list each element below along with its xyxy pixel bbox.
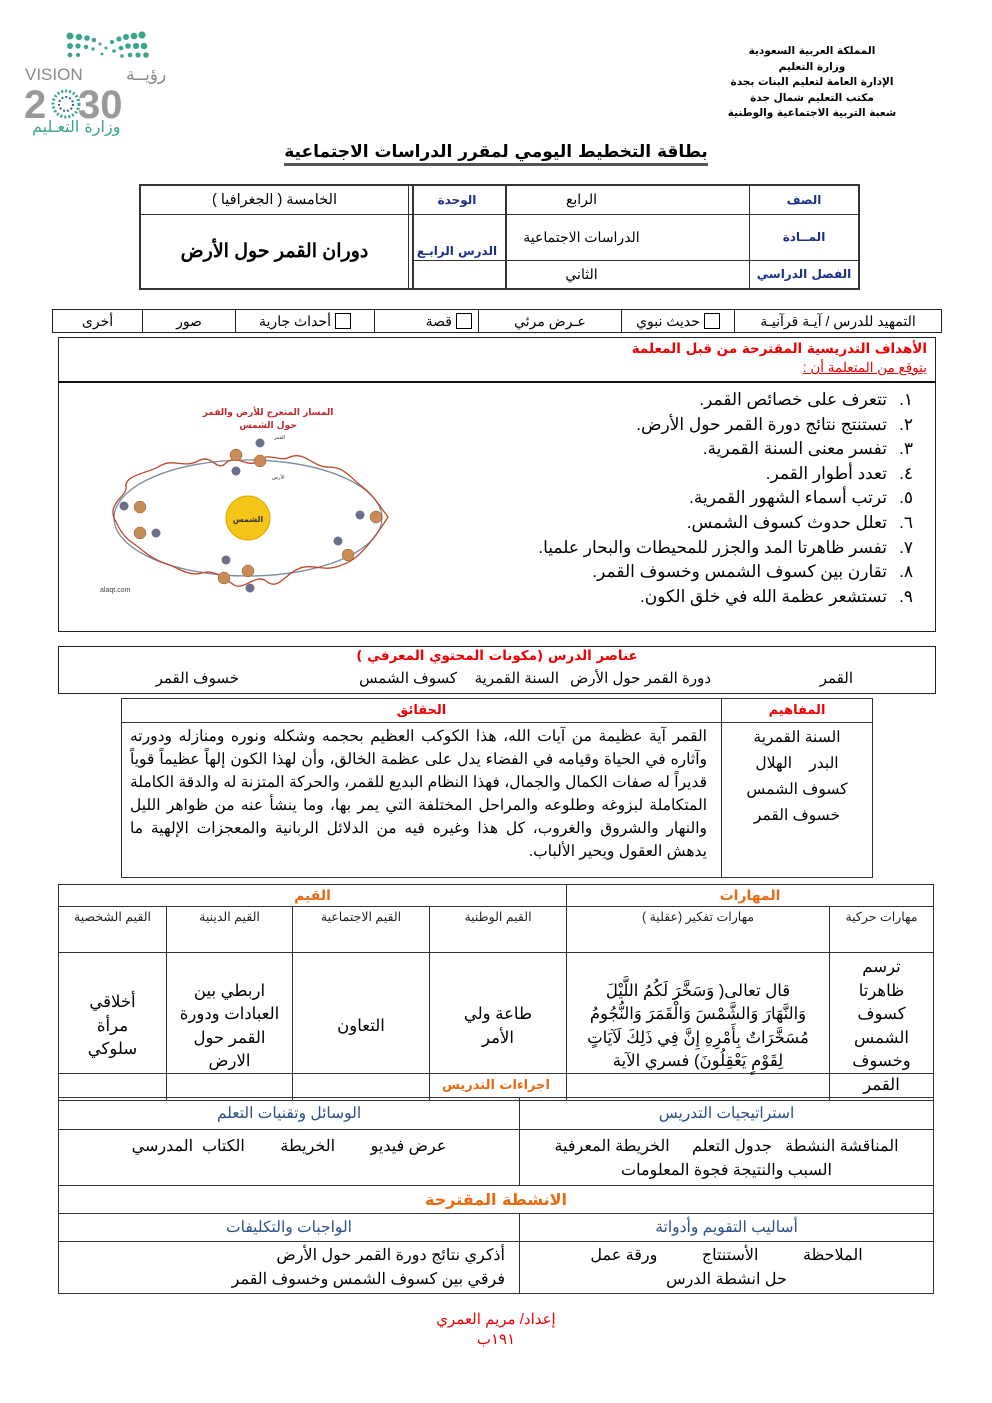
author-credit: إعداد/ مريم العمري xyxy=(436,1311,556,1328)
values-header: القيم xyxy=(59,885,567,907)
hadith-checkbox[interactable] xyxy=(704,313,720,329)
org-line-office: مكتب التعليم شمال جدة xyxy=(750,91,874,104)
intro-option-hadith xyxy=(621,310,734,332)
intro-option-label: حديث نبوي xyxy=(636,312,700,329)
concepts-header: المفاهيم xyxy=(722,699,873,723)
diagram-credit: alaqt.com xyxy=(100,587,131,594)
objectives-header xyxy=(58,337,936,382)
objective-item: ٣.تفسر معنى السنة القمرية. xyxy=(702,439,913,459)
objective-item: ٩.تستشعر عظمة الله في خلق الكون. xyxy=(640,586,913,606)
lesson-elements xyxy=(58,646,936,694)
org-line-kingdom: المملكة العربية السعودية xyxy=(748,45,876,57)
objectives-subtitle: يتوقع من المتعلمة أن : xyxy=(802,360,927,375)
national-values-cell: طاعة ولي الأمر xyxy=(430,953,567,1101)
unit-label: الوحدة xyxy=(409,185,507,214)
org-line-division: شعبة التربية الاجتماعية والوطنية xyxy=(727,107,897,119)
svg-text:القمر: القمر xyxy=(274,435,286,441)
subject-value: الدراسات الاجتماعية xyxy=(413,214,750,260)
footer xyxy=(0,1310,992,1350)
homework-line: فرقي بين كسوف الشمس وخسوف القمر xyxy=(231,1270,505,1288)
subject-label: المــادة xyxy=(750,214,860,260)
term-value: الثاني xyxy=(413,260,750,289)
svg-text:وزارة التعـليم: وزارة التعـليم xyxy=(32,117,121,136)
concept-item: خسوف القمر xyxy=(753,807,841,824)
intro-option-story xyxy=(374,310,478,332)
suggested-activities-title: الانشطة المقترحة xyxy=(59,1186,934,1214)
objectives-title: الأهداف التدريسية المقترحة من قبل المعلمة xyxy=(631,341,927,357)
national-values-header: القيم الوطنية xyxy=(430,907,567,953)
svg-text:الشمس: الشمس xyxy=(232,515,264,524)
intro-option-label: صور xyxy=(176,312,202,329)
lesson-intro-options xyxy=(52,309,942,333)
intro-option-current-events xyxy=(235,310,374,332)
org-line-ministry: وزارة التعليم xyxy=(778,60,846,73)
grade-value: الرابع xyxy=(413,185,750,214)
svg-text:2: 2 xyxy=(24,83,47,127)
objective-item: ٤.تعدد أطوار القمر. xyxy=(765,463,913,483)
objective-item: ٦.تعلل حدوث كسوف الشمس. xyxy=(686,512,913,532)
social-values-header: القيم الاجتماعية xyxy=(293,907,430,953)
element-item: كسوف الشمس xyxy=(359,670,457,687)
motor-skills-header: مهارات حركية xyxy=(830,907,934,953)
objective-item: ١.تتعرف على خصائص القمر. xyxy=(699,390,913,409)
term-label: الفصل الدراسي xyxy=(750,260,860,289)
intro-option-visual-display xyxy=(478,310,621,332)
grade-label: الصف xyxy=(750,185,860,214)
svg-text:VISION: VISION xyxy=(25,65,83,84)
strategies-line: المناقشة النشطة جدول التعلم الخريطة المعرفية xyxy=(554,1138,899,1155)
assessment-cell xyxy=(520,1242,934,1294)
concept-item: كسوف الشمس xyxy=(746,781,848,798)
teaching-strategies-header: استراتيجيات التدريس xyxy=(520,1098,934,1130)
assessment-line: الملاحظة الأستنتاج ورقة عمل xyxy=(590,1246,863,1264)
org-line-directorate: الإدارة العامة لتعليم البنات بجدة xyxy=(730,76,894,88)
intro-option-other xyxy=(53,310,142,332)
objective-item: ٨.تقارن بين كسوف الشمس وخسوف القمر. xyxy=(592,562,913,582)
religious-values-cell: اربطي بين العبادات ودورة القمر حول الارض xyxy=(167,953,293,1101)
intro-option-label: قصة xyxy=(425,312,452,329)
diagram-title-line1: المسار المتعرج للأرض والقمر xyxy=(202,408,334,418)
svg-text:الأرض: الأرض xyxy=(272,475,285,481)
learning-tools-header: الوسائل وتقنيات التعلم xyxy=(59,1098,520,1130)
lesson-elements-title: عناصر الدرس (مكونات المحتوي المعرفي ) xyxy=(356,648,638,664)
learning-tools-cell: عرض فيديو الخريطة الكتاب المدرسي xyxy=(59,1130,520,1186)
story-checkbox[interactable] xyxy=(456,313,472,329)
skills-values-table xyxy=(58,884,934,1101)
facts-concepts-table xyxy=(121,698,873,878)
homework-header: الواجبات والتكليفات xyxy=(59,1214,520,1242)
organization-header xyxy=(702,44,922,122)
element-item: السنة القمرية xyxy=(474,670,559,687)
personal-values-cell: أخلاقي مرأة سلوكي xyxy=(59,953,167,1101)
svg-text:30: 30 xyxy=(78,83,123,127)
element-item: دورة القمر حول الأرض xyxy=(570,670,711,687)
vision-2030-logo xyxy=(22,24,182,136)
intro-option-label: عـرض مرئي xyxy=(514,312,586,329)
page-title xyxy=(0,142,992,162)
religious-values-header: القيم الدينية xyxy=(167,907,293,953)
procedures-title: اجراءات التدريس xyxy=(59,1074,934,1098)
element-item: خسوف القمر xyxy=(155,670,239,687)
thinking-skills-cell: قال تعالى( وَسَخَّرَ لَكُمُ اللَّيْلَ وَالنَّهَارَ وَالشَّمْسَ وَالْقَمَرَ وَالنُّجُومُ مُسَخَّرَاتٌ بِأَمْرِهِ إِنَّ فِي ذَلِكَ لَآيَاتٍ لِقَوْمٍ يَعْقِلُونَ) فسري الآية xyxy=(567,953,830,1101)
teaching-strategies-cell xyxy=(520,1130,934,1186)
intro-option-label: أخرى xyxy=(81,312,114,329)
document-code: ١٩١ب xyxy=(476,1331,516,1348)
page-title-text: بطاقة التخطيط اليومي لمقرر الدراسات الاجتماعية xyxy=(284,142,708,166)
concept-item: البدر الهلال xyxy=(755,755,839,772)
lesson-value: دوران القمر حول الأرض xyxy=(140,214,409,289)
facts-header: الحقائق xyxy=(122,699,722,723)
objectives-list xyxy=(538,388,913,609)
homework-line: أذكري نتائج دورة القمر حول الأرض xyxy=(276,1246,505,1264)
thinking-skills-header: مهارات تفكير (عقلية ) xyxy=(567,907,830,953)
social-values-cell: التعاون xyxy=(293,953,430,1101)
concepts-list xyxy=(722,723,873,878)
intro-option-label: التمهيد للدرس / آيـة قرآنيـة xyxy=(760,312,916,329)
intro-option-quran-verse xyxy=(734,310,941,332)
element-item: القمر xyxy=(819,670,853,687)
earth-moon-orbit-diagram xyxy=(98,395,398,610)
concept-item: السنة القمرية xyxy=(753,729,841,746)
diagram-title-line2: حول الشمس xyxy=(239,421,297,431)
svg-text:رؤيــة: رؤيــة xyxy=(126,65,167,85)
logo-dots-icon xyxy=(22,24,182,136)
objective-item: ٢.تستنتج نتائج دورة القمر حول الأرض. xyxy=(636,414,913,434)
unit-value: الخامسة ( الجغرافيا ) xyxy=(140,185,409,214)
assessment-header: أساليب التقويم وأدواتة xyxy=(520,1214,934,1242)
homework-cell xyxy=(59,1242,520,1294)
intro-option-pictures xyxy=(142,310,235,332)
lesson-label: الدرس الرابـع xyxy=(409,214,507,289)
lesson-info-table xyxy=(139,184,507,290)
motor-skills-cell: ترسم ظاهرتا كسوف الشمس وخسوف القمر xyxy=(830,953,934,1101)
facts-text: القمر آية عظيمة من آيات الله، هذا الكوكب العظيم بحجمه وشكله ونوره ومنازله ودورته وآثاره في الحياة وقيامه في الفضاء يدل على عظمة الخالق، وأن لهذا الكون إلهاً عظيماً قوياً قديراً له صفات الكمال والجمال، فهذا النظام البديع للقمر، والحركة المتزنة له والدقة الكاملة المتكاملة لبزوغه وطلوعه والمراحل المختلفة التي يمر بها، وما ينشأ عنه من ظواهر الليل والنهار والشروق والغروب، كل هذا وغيره فيه من الدلائل الربانية والمعجزات الإلهية ما يدهش العقول ويحير الألباب. xyxy=(122,723,722,878)
teaching-procedures-table xyxy=(58,1073,934,1294)
assessment-line: حل انشطة الدرس xyxy=(666,1270,787,1288)
intro-option-label: أحداث جارية xyxy=(259,312,331,329)
skills-header: المهارات xyxy=(567,885,934,907)
objective-item: ٥.ترتب أسماء الشهور القمرية. xyxy=(689,488,913,508)
objective-item: ٧.تفسر ظاهرتا المد والجزر للمحيطات والبحار علميا. xyxy=(538,537,913,557)
strategies-line: السبب والنتيجة فجوة المعلومات xyxy=(621,1162,832,1179)
personal-values-header: القيم الشخصية xyxy=(59,907,167,953)
current-events-checkbox[interactable] xyxy=(335,313,351,329)
